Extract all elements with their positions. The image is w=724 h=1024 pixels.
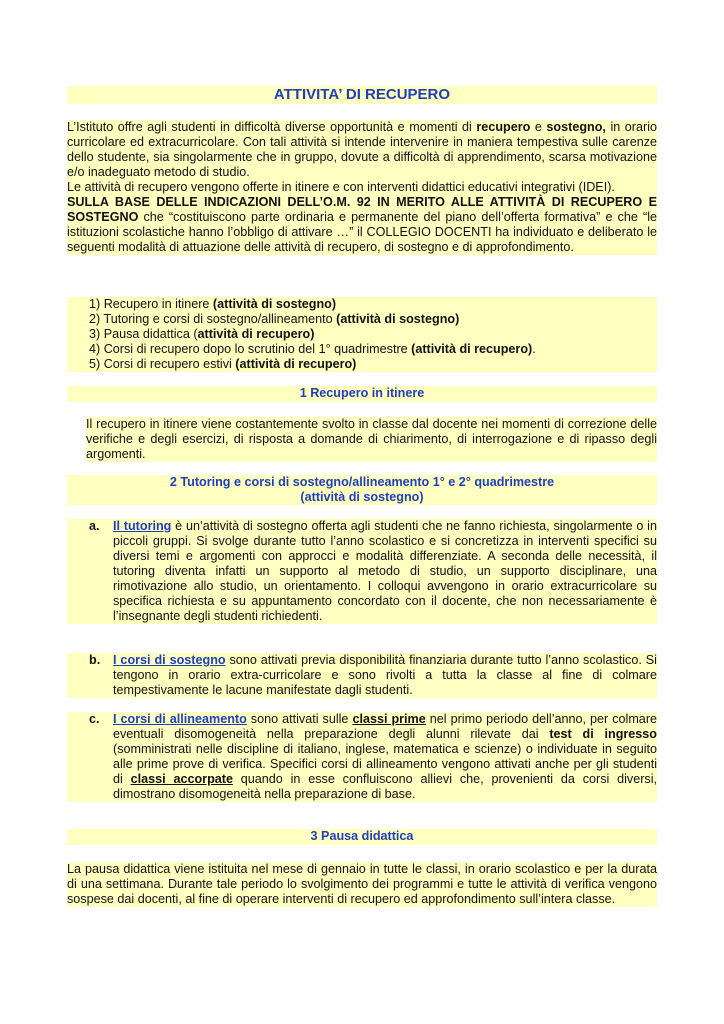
- list-item: 4) Corsi di recupero dopo lo scrutinio del 1° quadrimestre (attività di recupero).: [89, 342, 536, 356]
- item-marker: b.: [89, 653, 101, 667]
- section-2-heading: [67, 475, 657, 505]
- item-text: sono attivati previa disponibilità finanziaria durante tutto l’anno scolastico. Si tengono in orario extra-curricolare e sono rivolti a tutta la classe al fine di colmare tempestivamente le lacune manifestate dagli studenti.: [113, 653, 657, 697]
- section-1-heading: 1 Recupero in itinere: [67, 386, 657, 402]
- intro-text: L’Istituto offre agli studenti in difficoltà diverse opportunità e momenti di: [67, 120, 477, 134]
- item-marker: a.: [89, 519, 100, 533]
- intro-text: e: [530, 120, 547, 134]
- section-2-heading-line2: (attività di sostegno): [300, 490, 424, 504]
- modalities-list: [67, 297, 657, 372]
- corsi-sostegno-link[interactable]: I corsi di sostegno: [113, 653, 226, 667]
- corsi-allineamento-link[interactable]: I corsi di allineamento: [113, 712, 247, 726]
- page-title: ATTIVITA’ DI RECUPERO: [67, 86, 657, 104]
- list-item: 2) Tutoring e corsi di sostegno/allineamento (attività di sostegno): [89, 312, 460, 326]
- test-ingresso-text: test di ingresso: [549, 727, 657, 741]
- item-text: nel primo periodo dell’anno, per colmare eventuali disomogeneità nella preparazione degli alunni rilevate dai: [113, 712, 658, 741]
- item-marker: c.: [89, 712, 100, 726]
- item-b: [67, 653, 657, 698]
- item-text: è un’attività di sostegno offerta agli studenti che ne fanno richiesta, singolarmente o in piccoli gruppi. Si svolge durante tutto l’anno scolastico e si concretizza in interventi specifici su diversi temi e argomenti con approcci e modalità differenziate. A seconda delle necessità, il tutoring diventa infatti un supporto al metodo di studio, un supporto disciplinare, una rimotivazione allo studio, un orientamento. I colloqui avvengono in orario extracurricolare su specifica richiesta e su appuntamento concordato con il docente, che non necessariamente è l’insegnante degli studenti richiedenti.: [113, 519, 657, 623]
- intro-paragraph-2: Le attività di recupero vengono offerte in itinere e con interventi didattici educativi integrativi (IDEI).: [67, 180, 615, 194]
- section-2-heading-line1: 2 Tutoring e corsi di sostegno/allineamento 1° e 2° quadrimestre: [169, 475, 555, 489]
- item-c: [67, 712, 657, 802]
- intro-bold-sostegno: sostegno,: [546, 120, 606, 134]
- list-item: 5) Corsi di recupero estivi (attività di recupero): [89, 357, 357, 371]
- intro-text: che “costituiscono parte ordinaria e permanente del piano dell’offerta formativa” e che “le istituzioni scolastiche hanno l’obbligo di attivare …” il COLLEGIO DOCENTI ha individuato e deliberato le seguenti modalità di attuazione delle attività di recupero, di sostegno e di approfondimento.: [67, 210, 657, 254]
- list-item: 3) Pausa didattica (attività di recupero): [89, 327, 315, 341]
- section-1-body: Il recupero in itinere viene costantemente svolto in classe dal docente nei momenti di correzione delle verifiche e degli esercizi, di risposta a domande di chiarimento, di interrogazione e di ripasso degli argomenti.: [86, 417, 657, 461]
- intro-bold-recupero: recupero: [476, 120, 531, 134]
- section-3-body: La pausa didattica viene istituita nel mese di gennaio in tutte le classi, in orario scolastico e per la durata di una settimana. Durante tale periodo lo svolgimento dei programmi e tutte le attività di verifica vengono sospese dai docenti, al fine di operare interventi di recupero ed approfondimento sull’intera classe.: [67, 862, 657, 906]
- item-a: [67, 519, 657, 624]
- intro-text: in orario curricolare ed extracurricolare. Con tali attività si intende intervenire in maniera tempestiva sulle carenze dello studente, sia singolarmente che in gruppo, dovute a difficoltà di apprendimento, scarsa motivazione e/o inadeguato metodo di studio.: [67, 120, 657, 179]
- intro-section: [67, 120, 657, 255]
- tutoring-link[interactable]: Il tutoring: [113, 519, 172, 533]
- section-3-heading: 3 Pausa didattica: [67, 829, 657, 845]
- list-item: 1) Recupero in itinere (attività di sostegno): [89, 297, 337, 311]
- classi-prime-text: classi prime: [352, 712, 426, 726]
- item-text: (somministrati nelle discipline di italiano, inglese, matematica e scienze) o individuate in seguito alle prime prove di verifica. Specifici corsi di allineamento vengono attivati anche per gli studenti di: [113, 742, 657, 786]
- intro-bold-om92: SULLA BASE DELLE INDICAZIONI DELL’O.M. 92 IN MERITO ALLE ATTIVITÀ DI RECUPERO E SOSTEGNO: [67, 195, 657, 224]
- intro-paragraph-3: [67, 195, 657, 255]
- intro-paragraph-1: [67, 120, 657, 180]
- classi-accorpate-text: classi accorpate: [130, 772, 233, 786]
- item-text: sono attivati sulle: [246, 712, 353, 726]
- item-text: quando in esse confluiscono allievi che, provenienti da corsi diversi, dimostrano disomogeneità nella preparazione di base.: [113, 772, 657, 801]
